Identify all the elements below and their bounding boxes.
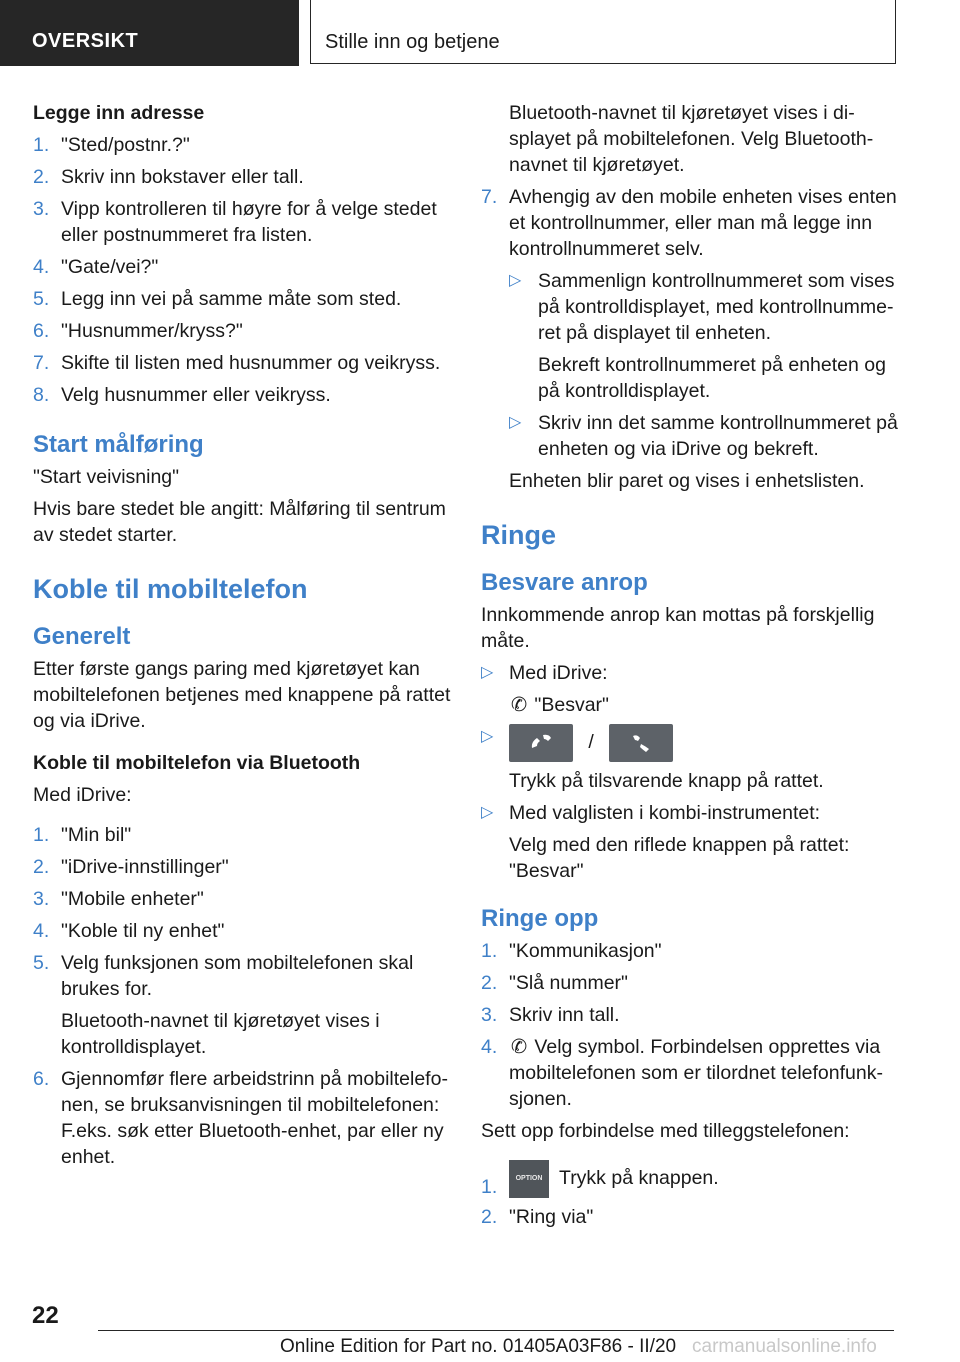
answer-button-note: Trykk på tilsvarende knapp på rattet. [509,770,824,792]
left-column [33,100,453,1176]
start-guidance-heading: Start målføring [33,431,204,458]
header-section-tab [0,0,299,66]
connect-mobile-heading: Koble til mobiltelefon [33,574,308,604]
list-item: 7. Avhengig av den mobile enheten vises enten et kontrollnummer, eller man må legge inn kontrollnummeret selv. [481,186,897,260]
list-item: 1. "Min bil" [33,824,132,846]
continued-text: Bluetooth-navnet til kjøretøyet vises i displayet på mobiltelefonen. Velg Bluetooth-navnet til kjøretøyet. [509,102,874,176]
bluetooth-intro: Med iDrive: [33,784,132,806]
bluetooth-title: Koble til mobiltelefon via Bluetooth [33,752,361,774]
list-item: 2. "Slå nummer" [481,972,628,994]
answer-call-text: Innkommende anrop kan mottas på forskjellig måte. [481,604,875,652]
right-column [481,100,901,1236]
answer-menu-note: ✆ "Besvar" [510,694,609,716]
general-text: Etter første gangs paring med kjøretøyet kan mobiltelefonen betjenes med knappene på rattet og via iDrive. [33,658,451,732]
phone-icon: ✆ [510,694,528,716]
option-button-icon: OPTION [509,1160,549,1198]
extra-phone-text: Sett opp forbindelse med tilleggstelefonen: [481,1120,850,1142]
list-item: 3. Skriv inn tall. [481,1004,620,1026]
list-item: 2. "Ring via" [481,1206,594,1228]
list-item: 5. Velg funksjonen som mobiltelefonen skal brukes for. [33,952,414,1000]
triangle-bullet-icon: ▷ [509,414,522,431]
list-item: 6. Gjennomfør flere arbeidstrinn på mobiltelefonen, se bruksanvisningen til mobiltelefonen: F.eks. søk etter Bluetooth-enhet, par eller ny enhet. [33,1068,448,1168]
list-item: 6. "Husnummer/kryss?" [33,320,243,342]
header-chapter-box [310,0,896,64]
list-item: 2. "iDrive-innstillinger" [33,856,229,878]
list-item: 4. "Koble til ny enhet" [33,920,225,942]
steering-wheel-hangup-button [609,724,673,762]
step-note: Bluetooth-navnet til kjøretøyet vises i kontrolldisplayet. [61,1010,380,1058]
answer-list-note: Velg med den riflede knappen på rattet: "Besvar" [509,834,850,882]
list-item: 7. Skifte til listen med husnummer og veikryss. [33,352,441,374]
start-guidance-text: Hvis bare stedet ble angitt: Målføring til sentrum av stedet starter. [33,498,446,546]
call-heading: Ringe opp [481,905,599,932]
general-heading: Generelt [33,623,131,650]
phone-icon: ✆ [510,1036,528,1058]
start-guidance-menu: "Start veivisning" [33,466,180,488]
sub-bullet: ▷ Skriv inn det samme kontrollnummeret på enheten og via iDrive og bekreft. [509,412,898,460]
paired-text: Enheten blir paret og vises i enhetslisten. [509,470,865,492]
address-title: Legge inn adresse [33,102,205,124]
header-section-label: OVERSIKT [32,30,139,52]
footer-divider [98,1330,894,1331]
list-item: 8. Velg husnummer eller veikryss. [33,384,331,406]
header-chapter-label: Stille inn og betjene [325,31,500,53]
list-item: 3. Vipp kontrolleren til høyre for å velge stedet eller postnummeret fra listen. [33,198,437,246]
list-item: 1. "Sted/postnr.?" [33,134,190,156]
list-item: 1. "Kommunikasjon" [481,940,662,962]
sub-bullet: ▷ Sammenlign kontrollnummeret som vises på kontrolldisplayet, med kontrollnummeret på displayet til enheten. [509,270,895,344]
page-number: 22 [32,1302,59,1329]
list-item: 2. Skriv inn bokstaver eller tall. [33,166,304,188]
sub-note: Bekreft kontrollnummeret på enheten og på kontrolldisplayet. [538,354,886,402]
bullet-item: ▷ Med valglisten i kombi-instrumentet: [481,802,821,824]
list-item: 5. Legg inn vei på samme måte som sted. [33,288,402,310]
list-item: 3. "Mobile enheter" [33,888,204,910]
triangle-bullet-icon: ▷ [481,664,494,681]
list-item: 4. "Gate/vei?" [33,256,159,278]
answer-call-heading: Besvare anrop [481,569,648,596]
footer-edition: Online Edition for Part no. 01405A03F86 - II/20 [280,1336,677,1357]
triangle-bullet-icon: ▷ [481,728,494,745]
triangle-bullet-icon: ▷ [509,272,522,289]
ring-heading: Ringe [481,520,557,550]
triangle-bullet-icon: ▷ [481,804,494,821]
steering-wheel-answer-button [509,724,573,762]
list-item: 4. ✆ Velg symbol. Forbindelsen opprettes via mobiltelefonen som er tilordnet telefonfunksjonen. [481,1036,883,1110]
list-item: 1. OPTION Trykk på knappen. [481,1160,901,1198]
footer-watermark: carmanualsonline.info [692,1336,877,1357]
bullet-item: ▷ Med iDrive: [481,662,608,684]
bullet-item: ▷ / [481,724,901,762]
